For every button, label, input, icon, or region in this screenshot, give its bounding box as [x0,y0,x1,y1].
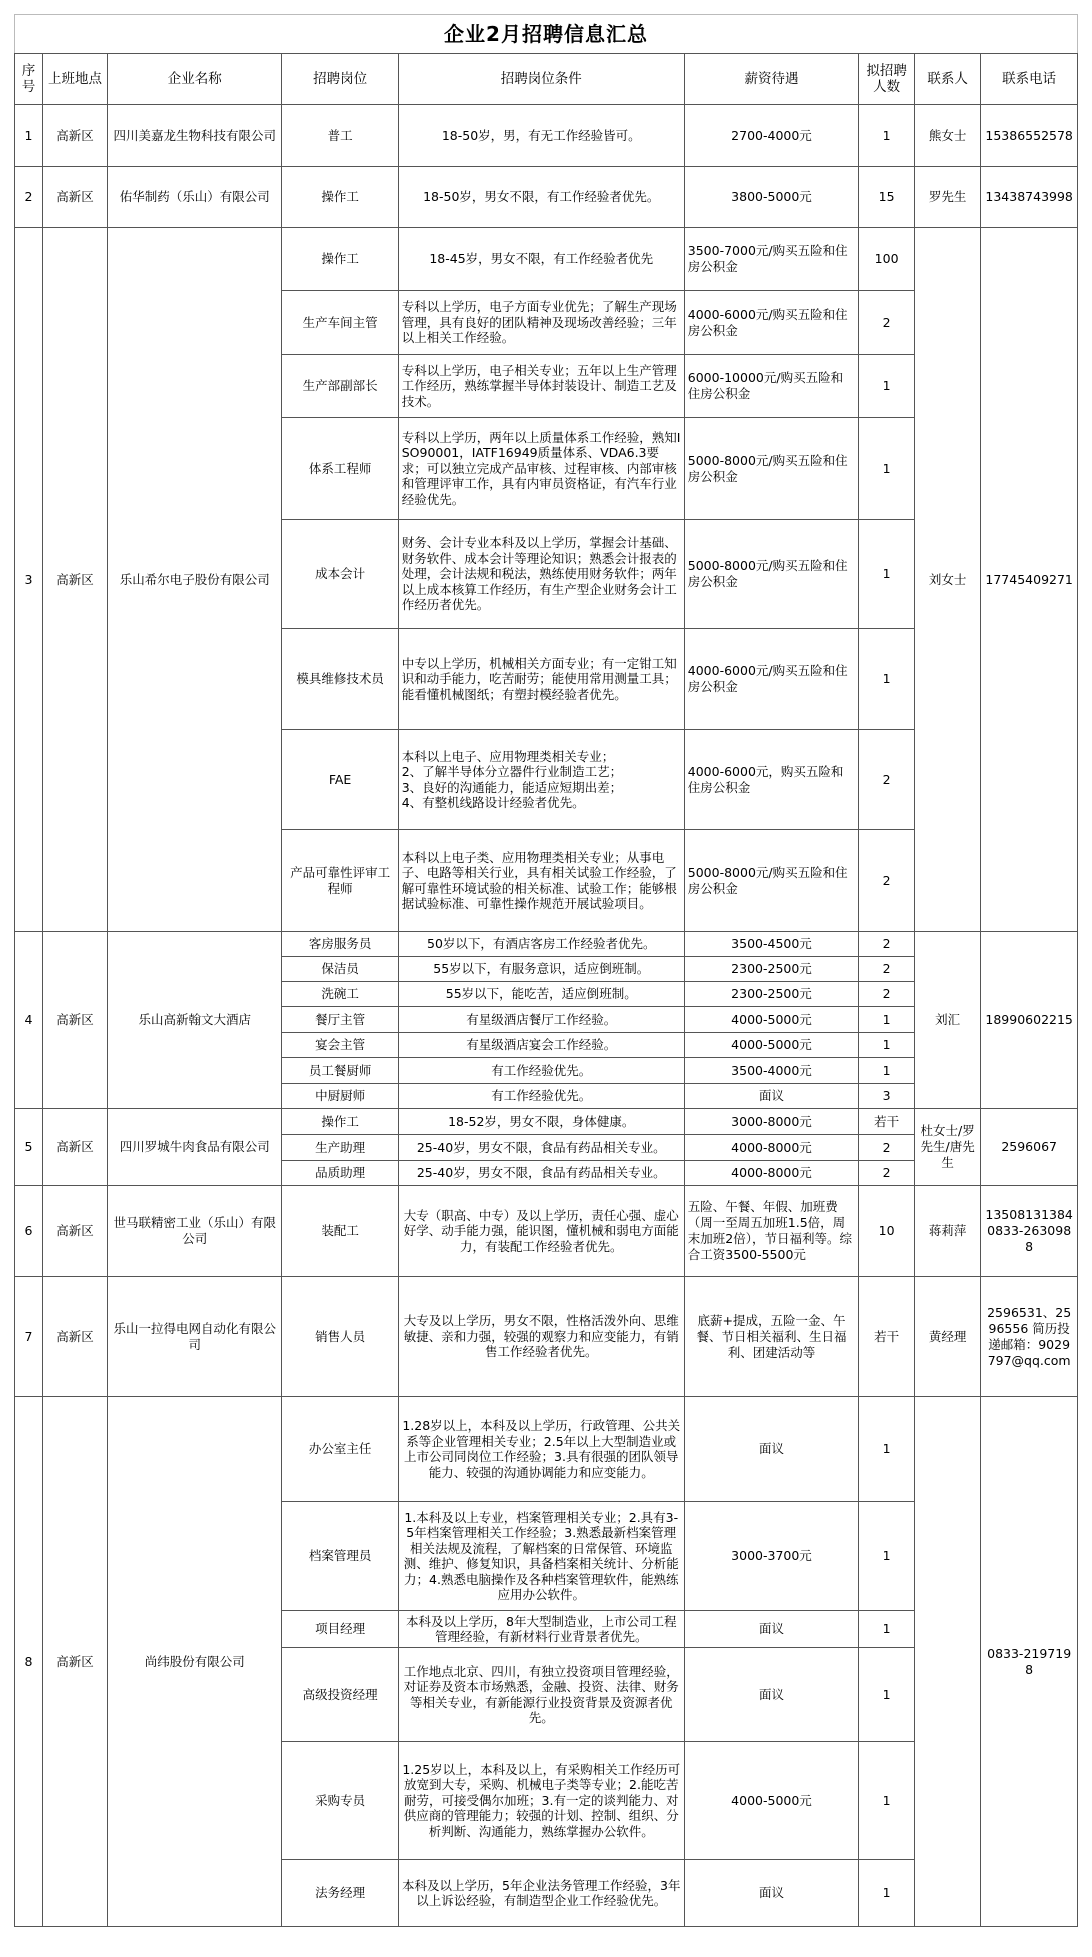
job-requirements: 专科以上学历，两年以上质量体系工作经验，熟知ISO90001，IATF16949质量体系、VDA6.3要求；可以独立完成产品审核、过程审核、内部审核和管理评审工作，具有内审员资格证，有汽车行业经验优先。 [398,418,684,520]
company-name: 世马联精密工业（乐山）有限公司 [108,1186,282,1277]
job-position: 中厨厨师 [282,1084,398,1109]
job-salary: 面议 [684,1611,858,1648]
job-position: 操作工 [282,1109,398,1135]
job-headcount: 2 [859,830,915,932]
row-number: 3 [15,228,43,932]
contact-phone: 2596067 [981,1109,1078,1186]
job-requirements: 1.28岁以上，本科及以上学历，行政管理、公共关系等企业管理相关专业；2.5年以上大型制造业或上市公司同岗位工作经验；3.具有很强的团队领导能力、较强的沟通协调能力和应变能力。 [398,1397,684,1502]
job-position: 宴会主管 [282,1033,398,1058]
job-requirements: 工作地点北京、四川，有独立投资项目管理经验，对证券及资本市场熟悉，金融、投资、法律、财务等相关专业，有新能源行业投资背景及资源者优先。 [398,1648,684,1742]
table-row [15,1109,1078,1135]
job-salary: 4000-5000元 [684,1742,858,1860]
work-location: 高新区 [42,932,107,1109]
job-salary: 4000-6000元，购买五险和住房公积金 [684,730,858,830]
job-requirements: 18-50岁，男女不限，有工作经验者优先。 [398,167,684,228]
job-position: 采购专员 [282,1742,398,1860]
job-requirements: 财务、会计专业本科及以上学历，掌握会计基础、财务软件、成本会计等理论知识；熟悉会计报表的处理，会计法规和税法，熟练使用财务软件；两年以上成本核算工作经历，有生产型企业财务会计工作经历者优先。 [398,520,684,629]
job-headcount: 15 [859,167,915,228]
job-salary: 2300-2500元 [684,982,858,1007]
table-row [15,932,1078,957]
job-headcount: 1 [859,520,915,629]
company-name: 乐山一拉得电网自动化有限公司 [108,1277,282,1397]
job-salary: 3500-4000元 [684,1058,858,1084]
job-position: 客房服务员 [282,932,398,957]
work-location: 高新区 [42,1109,107,1186]
job-salary: 面议 [684,1084,858,1109]
job-salary: 3500-7000元/购买五险和住房公积金 [684,228,858,291]
work-location: 高新区 [42,1397,107,1927]
job-salary: 3000-8000元 [684,1109,858,1135]
job-requirements: 本科及以上学历，5年企业法务管理工作经验，3年以上诉讼经验，有制造型企业工作经验优先。 [398,1860,684,1927]
header-no: 序号 [15,54,43,105]
job-headcount: 1 [859,355,915,418]
job-salary: 4000-8000元 [684,1161,858,1186]
contact-person: 蒋莉萍 [915,1186,981,1277]
job-salary: 3000-3700元 [684,1502,858,1611]
table-row [15,1186,1078,1277]
job-position: 生产助理 [282,1135,398,1161]
job-position: 生产车间主管 [282,291,398,355]
header-company: 企业名称 [108,54,282,105]
work-location: 高新区 [42,1186,107,1277]
job-headcount: 若干 [859,1277,915,1397]
job-headcount: 1 [859,105,915,167]
job-requirements: 18-52岁，男女不限，身体健康。 [398,1109,684,1135]
job-headcount: 1 [859,1033,915,1058]
job-position: 保洁员 [282,957,398,982]
table-row [15,105,1078,167]
recruitment-sheet [14,14,1078,1927]
job-requirements: 55岁以下，有服务意识，适应倒班制。 [398,957,684,982]
job-headcount: 10 [859,1186,915,1277]
table-row [15,1397,1078,1502]
work-location: 高新区 [42,167,107,228]
company-name: 佑华制药（乐山）有限公司 [108,167,282,228]
company-name: 尚纬股份有限公司 [108,1397,282,1927]
job-salary: 底薪+提成，五险一金、午餐、节日相关福利、生日福利、团建活动等 [684,1277,858,1397]
job-requirements: 专科以上学历，电子方面专业优先；了解生产现场管理，具有良好的团队精神及现场改善经验；三年以上相关工作经验。 [398,291,684,355]
contact-phone: 13438743998 [981,167,1078,228]
company-name: 乐山希尔电子股份有限公司 [108,228,282,932]
job-headcount: 1 [859,1860,915,1927]
header-contact: 联系人 [915,54,981,105]
job-position: 普工 [282,105,398,167]
job-position: 项目经理 [282,1611,398,1648]
job-salary: 面议 [684,1860,858,1927]
job-requirements: 有星级酒店餐厅工作经验。 [398,1007,684,1033]
contact-phone: 0833-2197198 [981,1397,1078,1927]
job-headcount: 1 [859,629,915,730]
job-position: 品质助理 [282,1161,398,1186]
job-requirements: 本科以上电子、应用物理类相关专业； 2、了解半导体分立器件行业制造工艺； 3、良好的沟通能力，能适应短期出差； 4、有整机线路设计经验者优先。 [398,730,684,830]
company-name: 四川美嘉龙生物科技有限公司 [108,105,282,167]
work-location: 高新区 [42,228,107,932]
job-headcount: 1 [859,1742,915,1860]
job-position: 操作工 [282,167,398,228]
job-headcount: 2 [859,957,915,982]
contact-person: 熊女士 [915,105,981,167]
work-location: 高新区 [42,105,107,167]
header-phone: 联系电话 [981,54,1078,105]
page-title: 企业2月招聘信息汇总 [15,15,1078,54]
job-requirements: 25-40岁，男女不限，食品有药品相关专业。 [398,1135,684,1161]
job-position: 成本会计 [282,520,398,629]
company-name: 乐山高新翰文大酒店 [108,932,282,1109]
job-position: 生产部副部长 [282,355,398,418]
job-headcount: 1 [859,1397,915,1502]
job-salary: 4000-6000元/购买五险和住房公积金 [684,291,858,355]
job-position: 产品可靠性评审工程师 [282,830,398,932]
table-header-row [15,54,1078,105]
table-row [15,167,1078,228]
table-row [15,1277,1078,1397]
contact-person [915,1397,981,1927]
job-salary: 4000-5000元 [684,1007,858,1033]
job-salary: 3800-5000元 [684,167,858,228]
job-headcount: 100 [859,228,915,291]
job-requirements: 有工作经验优先。 [398,1084,684,1109]
job-salary: 4000-6000元/购买五险和住房公积金 [684,629,858,730]
job-position: 体系工程师 [282,418,398,520]
job-requirements: 专科以上学历，电子相关专业；五年以上生产管理工作经历，熟练掌握半导体封装设计、制造工艺及技术。 [398,355,684,418]
contact-person: 杜女士/罗先生/唐先生 [915,1109,981,1186]
job-position: 档案管理员 [282,1502,398,1611]
contact-person: 黄经理 [915,1277,981,1397]
job-headcount: 2 [859,1135,915,1161]
header-location: 上班地点 [42,54,107,105]
contact-phone: 18990602215 [981,932,1078,1109]
job-headcount: 1 [859,418,915,520]
row-number: 4 [15,932,43,1109]
job-salary: 3500-4500元 [684,932,858,957]
header-position: 招聘岗位 [282,54,398,105]
job-headcount: 1 [859,1611,915,1648]
job-salary: 5000-8000元/购买五险和住房公积金 [684,418,858,520]
contact-phone: 2596531、2596556 简历投递邮箱：9029797@qq.com [981,1277,1078,1397]
job-headcount: 2 [859,982,915,1007]
job-headcount: 3 [859,1084,915,1109]
job-requirements: 55岁以下，能吃苦，适应倒班制。 [398,982,684,1007]
job-headcount: 2 [859,932,915,957]
job-position: 法务经理 [282,1860,398,1927]
contact-phone: 15386552578 [981,105,1078,167]
job-position: 销售人员 [282,1277,398,1397]
header-requirements: 招聘岗位条件 [398,54,684,105]
job-requirements: 有工作经验优先。 [398,1058,684,1084]
job-position: 高级投资经理 [282,1648,398,1742]
job-position: FAE [282,730,398,830]
contact-phone: 13508131384 0833-2630988 [981,1186,1078,1277]
job-headcount: 若干 [859,1109,915,1135]
job-position: 装配工 [282,1186,398,1277]
job-requirements: 大专及以上学历，男女不限，性格活泼外向、思维敏捷、亲和力强，较强的观察力和应变能力，有销售工作经验者优先。 [398,1277,684,1397]
work-location: 高新区 [42,1277,107,1397]
job-requirements: 有星级酒店宴会工作经验。 [398,1033,684,1058]
job-requirements: 50岁以下，有酒店客房工作经验者优先。 [398,932,684,957]
job-requirements: 18-45岁，男女不限，有工作经验者优先 [398,228,684,291]
job-salary: 2300-2500元 [684,957,858,982]
row-number: 1 [15,105,43,167]
job-requirements: 1.本科及以上专业，档案管理相关专业；2.具有3-5年档案管理相关工作经验；3.熟悉最新档案管理相关法规及流程，了解档案的日常保管、环境监测、维护、修复知识，具备档案相关统计、分析能力；4.熟悉电脑操作及各种档案管理软件，能熟练应用办公软件。 [398,1502,684,1611]
contact-person: 刘汇 [915,932,981,1109]
job-position: 操作工 [282,228,398,291]
job-salary: 4000-8000元 [684,1135,858,1161]
job-salary: 4000-5000元 [684,1033,858,1058]
job-requirements: 本科及以上学历，8年大型制造业，上市公司工程管理经验，有新材料行业背景者优先。 [398,1611,684,1648]
job-salary: 面议 [684,1397,858,1502]
job-requirements: 1.25岁以上，本科及以上，有采购相关工作经历可放宽到大专，采购、机械电子类等专业；2.能吃苦耐劳，可接受偶尔加班；3.有一定的谈判能力、对供应商的管理能力；较强的计划、控制、组织、分析判断、沟通能力，熟练掌握办公软件。 [398,1742,684,1860]
job-requirements: 18-50岁，男，有无工作经验皆可。 [398,105,684,167]
job-requirements: 25-40岁，男女不限，食品有药品相关专业。 [398,1161,684,1186]
job-salary: 面议 [684,1648,858,1742]
job-headcount: 1 [859,1648,915,1742]
job-position: 餐厅主管 [282,1007,398,1033]
header-salary: 薪资待遇 [684,54,858,105]
contact-phone: 17745409271 [981,228,1078,932]
job-requirements: 本科以上电子类、应用物理类相关专业；从事电子、电路等相关行业，具有相关试验工作经验，了解可靠性环境试验的相关标准、试验工作；能够根据试验标准、可靠性操作规范开展试验项目。 [398,830,684,932]
job-headcount: 1 [859,1007,915,1033]
row-number: 8 [15,1397,43,1927]
contact-person: 刘女士 [915,228,981,932]
contact-person: 罗先生 [915,167,981,228]
job-headcount: 2 [859,730,915,830]
job-position: 模具维修技术员 [282,629,398,730]
job-position: 办公室主任 [282,1397,398,1502]
job-requirements: 中专以上学历，机械相关方面专业；有一定钳工知识和动手能力，吃苦耐劳；能使用常用测量工具；能看懂机械图纸；有塑封模经验者优先。 [398,629,684,730]
header-headcount: 拟招聘人数 [859,54,915,105]
row-number: 2 [15,167,43,228]
job-headcount: 1 [859,1502,915,1611]
job-headcount: 2 [859,291,915,355]
job-position: 洗碗工 [282,982,398,1007]
table-row [15,228,1078,291]
row-number: 7 [15,1277,43,1397]
recruitment-table [14,14,1078,1927]
row-number: 5 [15,1109,43,1186]
row-number: 6 [15,1186,43,1277]
job-salary: 5000-8000元/购买五险和住房公积金 [684,830,858,932]
job-position: 员工餐厨师 [282,1058,398,1084]
job-headcount: 2 [859,1161,915,1186]
job-salary: 2700-4000元 [684,105,858,167]
company-name: 四川罗城牛肉食品有限公司 [108,1109,282,1186]
job-headcount: 1 [859,1058,915,1084]
job-salary: 6000-10000元/购买五险和住房公积金 [684,355,858,418]
job-salary: 五险、午餐、年假、加班费（周一至周五加班1.5倍，周末加班2倍），节日福利等。综合工资3500-5500元 [684,1186,858,1277]
job-requirements: 大专（职高、中专）及以上学历，责任心强、虚心好学、动手能力强，能识图，懂机械和弱电方面能力，有装配工作经验者优先。 [398,1186,684,1277]
job-salary: 5000-8000元/购买五险和住房公积金 [684,520,858,629]
